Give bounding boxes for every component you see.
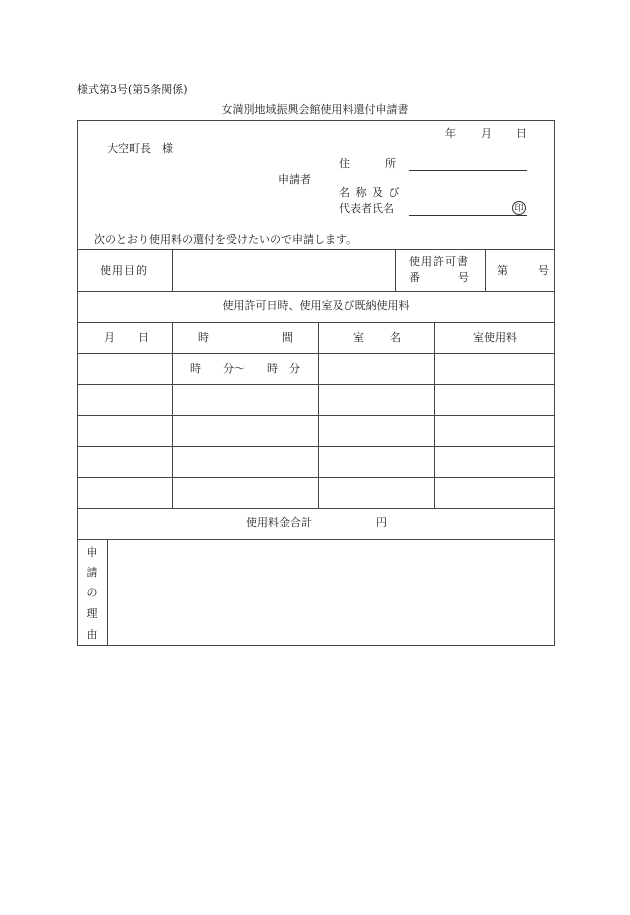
name-label-line2: 代表者氏名 [339,202,394,215]
permit-label-go: 号 [458,271,469,284]
rule-6 [77,415,555,416]
total-unit: 円 [376,516,387,529]
col-header-month: 月 [104,331,115,344]
rule-9 [77,508,555,509]
permit-label-ban: 番 [409,271,420,284]
permit-label-line1: 使用許可書 [409,255,469,268]
col-header-fee: 室使用料 [473,331,517,344]
reason-divider [107,539,108,646]
col-header-room-b: 名 [390,331,401,344]
representative-name-field[interactable] [409,215,527,216]
purpose-divider-3 [485,249,486,291]
purpose-divider-1 [172,249,173,291]
col-header-time-a: 時 [198,331,209,344]
address-field[interactable] [409,170,527,171]
table-col-divider-1 [172,322,173,508]
reason-char-3: の [86,586,98,599]
purpose-divider-2 [395,249,396,291]
rule-7 [77,446,555,447]
rule-2 [77,291,555,292]
form-title: 女満別地域振興会館使用料還付申請書 [221,103,409,116]
table-col-divider-2 [318,322,319,508]
reason-field[interactable] [110,542,552,643]
statement: 次のとおり使用料の還付を受けたいので申請します。 [94,233,358,246]
rule-10 [77,539,555,540]
rule-3 [77,322,555,323]
purpose-label: 使用目的 [100,264,148,277]
applicant-label: 申請者 [278,173,311,186]
address-label-a: 住 [339,157,350,170]
permit-number-dai: 第 [497,264,508,277]
form-id: 様式第3号(第5条関係) [77,83,188,96]
reason-char-4: 理 [86,607,98,620]
total-label: 使用料金合計 [246,516,312,529]
rule-5 [77,384,555,385]
rule-8 [77,477,555,478]
time-format-row-1: 時 分〜 時 分 [190,362,300,375]
rule-4 [77,353,555,354]
addressee: 大空町長 様 [107,142,173,155]
permit-number-go: 号 [538,264,549,277]
rule-1 [77,249,555,250]
date-month-label: 月 [481,127,492,140]
address-label-b: 所 [385,157,396,170]
col-header-room-a: 室 [353,331,364,344]
purpose-field[interactable] [175,252,393,288]
name-label-line1: 名 称 及 び [339,186,401,199]
date-year-label: 年 [445,127,456,140]
col-header-day: 日 [138,331,149,344]
reason-char-5: 由 [86,628,98,641]
date-day-label: 日 [516,127,527,140]
usage-section-title: 使用許可日時、使用室及び既納使用料 [222,299,410,312]
reason-char-1: 申 [86,546,98,559]
seal-mark: 印 [512,201,526,215]
table-col-divider-3 [434,322,435,508]
col-header-time-b: 間 [282,331,293,344]
reason-char-2: 請 [86,566,98,579]
